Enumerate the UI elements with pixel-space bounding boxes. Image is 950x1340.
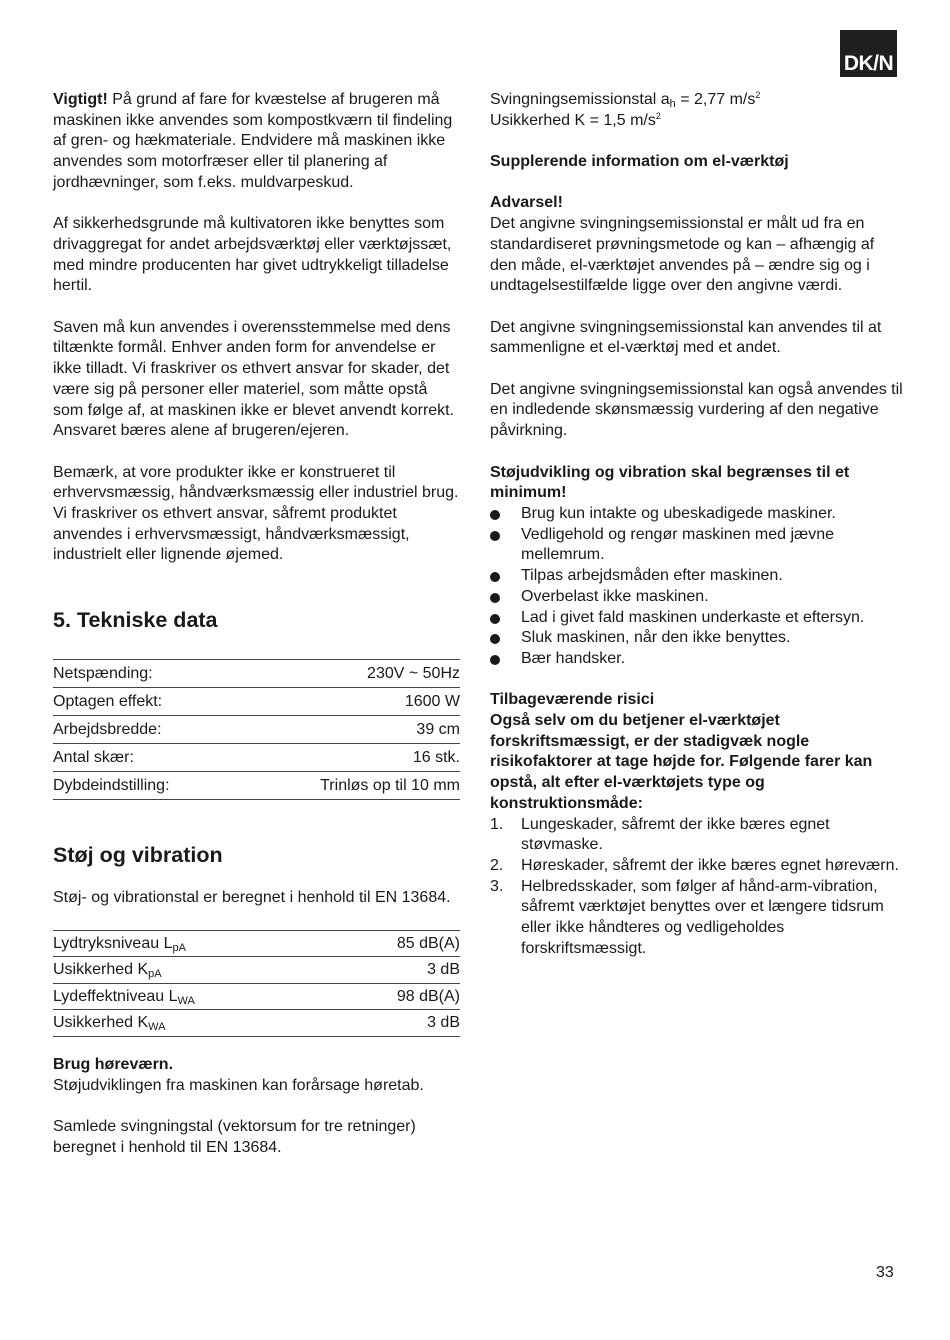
list-item: Brug kun intakte og ubeskadigede maskiner. [490, 504, 905, 525]
noise-intro-paragraph: Støj- og vibrationstal er beregnet i henhold til EN 13684. [53, 889, 451, 907]
list-item: Tilpas arbejdsmåden efter maskinen. [490, 566, 905, 587]
residual-risks-intro: Også selv om du betjener el-værktøjet forskriftsmæssigt, er der stadigvæk nogle risikofaktorer at tage højde for. Følgende farer kan opstå, alt efter el-værktøjets type og konstruktionsmåde: [490, 712, 873, 812]
table-row [53, 956, 460, 983]
tech-data-heading: 5. Tekniske data [53, 608, 218, 633]
bullet-icon [490, 531, 500, 541]
list-item: Overbelast ikke maskinen. [490, 587, 905, 608]
vibration-emission-line: Svingningsemissionstal $a_h = 2,77$ $m/s^2$ [490, 90, 761, 110]
residual-risks-section [490, 690, 905, 814]
bullet-icon [490, 655, 500, 665]
bullet-icon [490, 614, 500, 624]
commercial-use-paragraph: Bemærk, at vore produkter ikke er konstrueret til erhvervsmæssig, håndværksmæssig eller industriel brug. Vi fraskriver os ethvert ansvar, såfremt produktet anvendes i erhvervsmæssigt, håndværksmæssigt, industrielt eller lignende øjemed. [53, 463, 459, 564]
table-row [53, 716, 460, 744]
bullet-list [490, 504, 905, 670]
table-row [53, 772, 460, 800]
noise-data-table [53, 930, 460, 1037]
bullet-icon [490, 593, 500, 603]
noise-value: 85 dB(A) [396, 934, 460, 952]
hearing-protection-text: Støjudviklingen fra maskinen kan forårsage høretab. [53, 1076, 424, 1094]
table-row [53, 688, 460, 716]
table-row [53, 1009, 460, 1036]
table-row [53, 983, 460, 1010]
safety-paragraph: Af sikkerhedsgrunde må kultivatoren ikke benyttes som drivaggregat for andet arbejdsværktøj eller værktøjssæt, med mindre producenten har givet udtrykkeligt tilladelse hertil. [53, 215, 452, 295]
important-text: På grund af fare for kvæstelse af brugeren må maskinen ikke anvendes som kompostkværn til findeling af gren- og hækmateriale. Endvidere må maskinen ikke anvendes som motorfræser eller til planering af jordhævninger, som f.eks. muldvarpeskud. [53, 91, 453, 191]
list-item: 2. Høreskader, såfremt der ikke bæres egnet høreværn. [490, 856, 899, 874]
noise-value: 3 dB [427, 961, 460, 979]
warning-text: Det angivne svingningsemissionstal er målt ud fra en standardiseret prøvningsmetode og kan – afhængig af den måde, el-værktøjet anvendes på – ændre sig og i undtagelsestilfælde ligge over den angivne værdi. [490, 215, 875, 295]
assessment-paragraph: Det angivne svingningsemissionstal kan også anvendes til en indledende skønsmæssig vurdering af den negative påvirkning. [490, 380, 903, 440]
list-item: Bær handsker. [490, 649, 905, 670]
tech-value: 1600 W [404, 693, 460, 711]
supplementary-heading: Supplerende information om el-værktøj [490, 153, 789, 171]
bullet-icon [490, 572, 500, 582]
tech-label: Arbejdsbredde: [53, 721, 162, 739]
intended-use-paragraph: Saven må kun anvendes i overensstemmelse med dens tiltænkte formål. Enhver anden form for anvendelse er ikke tilladt. Vi fraskriver os ethvert ansvar for skader, det være sig på personer eller materiel, som måtte opstå som følge af, at maskinen ikke er blevet anvendt korrekt. Ansvaret bæres alene af brugeren/ejeren. [53, 318, 455, 440]
table-row [53, 931, 460, 957]
list-item: Vedligehold og rengør maskinen med jævne mellemrum. [490, 525, 905, 566]
left-column [53, 90, 461, 1158]
compare-paragraph: Det angivne svingningsemissionstal kan anvendes til at sammenligne et el-værktøj med et andet. [490, 318, 882, 357]
limit-heading: Støjudvikling og vibration skal begrænses til et minimum! [490, 463, 850, 502]
tech-label: Netspænding: [53, 665, 153, 683]
hearing-protection-paragraph [53, 1055, 461, 1096]
hearing-protection-label: Brug høreværn. [53, 1055, 174, 1073]
tech-label: Antal skær: [53, 749, 134, 767]
vibration-total-paragraph: Samlede svingningstal (vektorsum for tre retninger) beregnet i henhold til EN 13684. [53, 1117, 416, 1156]
noise-label: Usikkerhed $K_{pA}$ [53, 961, 162, 981]
noise-label: Lydeffektniveau $L_{WA}$ [53, 987, 195, 1007]
important-label: Vigtigt! [53, 91, 108, 108]
tech-value: Trinløs op til 10 mm [320, 777, 460, 795]
bullet-icon [490, 634, 500, 644]
warning-paragraph [490, 193, 905, 297]
right-column [490, 90, 905, 959]
list-item: 1. Lungeskader, såfremt der ikke bæres egnet støvmaske. [490, 815, 830, 854]
table-row [53, 660, 460, 688]
noise-label: Usikkerhed $K_{WA}$ [53, 1014, 166, 1034]
important-paragraph [53, 90, 461, 194]
list-item: 3. Helbredsskader, som følger af hånd-arm-vibration, såfremt værktøjet benyttes over et længere tidsrum eller ikke håndteres og vedligeholdes forskriftsmæssigt. [490, 877, 884, 957]
risk-list [490, 815, 905, 960]
residual-risks-heading: Tilbageværende risici [490, 691, 655, 709]
bullet-icon [490, 510, 500, 520]
noise-value: 3 dB [427, 1014, 460, 1032]
tech-label: Optagen effekt: [53, 693, 163, 711]
tech-label: Dybdeindstilling: [53, 777, 170, 795]
tech-value: 39 cm [416, 721, 460, 739]
warning-label: Advarsel! [490, 194, 563, 212]
tech-value: 230V ~ 50Hz [367, 665, 460, 683]
list-item: Sluk maskinen, når den ikke benyttes. [490, 628, 905, 649]
language-badge: DK/N [840, 30, 897, 77]
page-number: 33 [876, 1264, 894, 1281]
noise-vibration-heading: Støj og vibration [53, 843, 223, 868]
noise-label: Lydtryksniveau $L_{pA}$ [53, 934, 186, 954]
uncertainty-line: Usikkerhed K = 1,5 $m/s^2$ [490, 110, 661, 129]
tech-data-table [53, 659, 460, 800]
table-row [53, 744, 460, 772]
tech-value: 16 stk. [412, 749, 460, 767]
noise-value: 98 dB(A) [396, 987, 460, 1005]
list-item: Lad i givet fald maskinen underkaste et eftersyn. [490, 608, 905, 629]
